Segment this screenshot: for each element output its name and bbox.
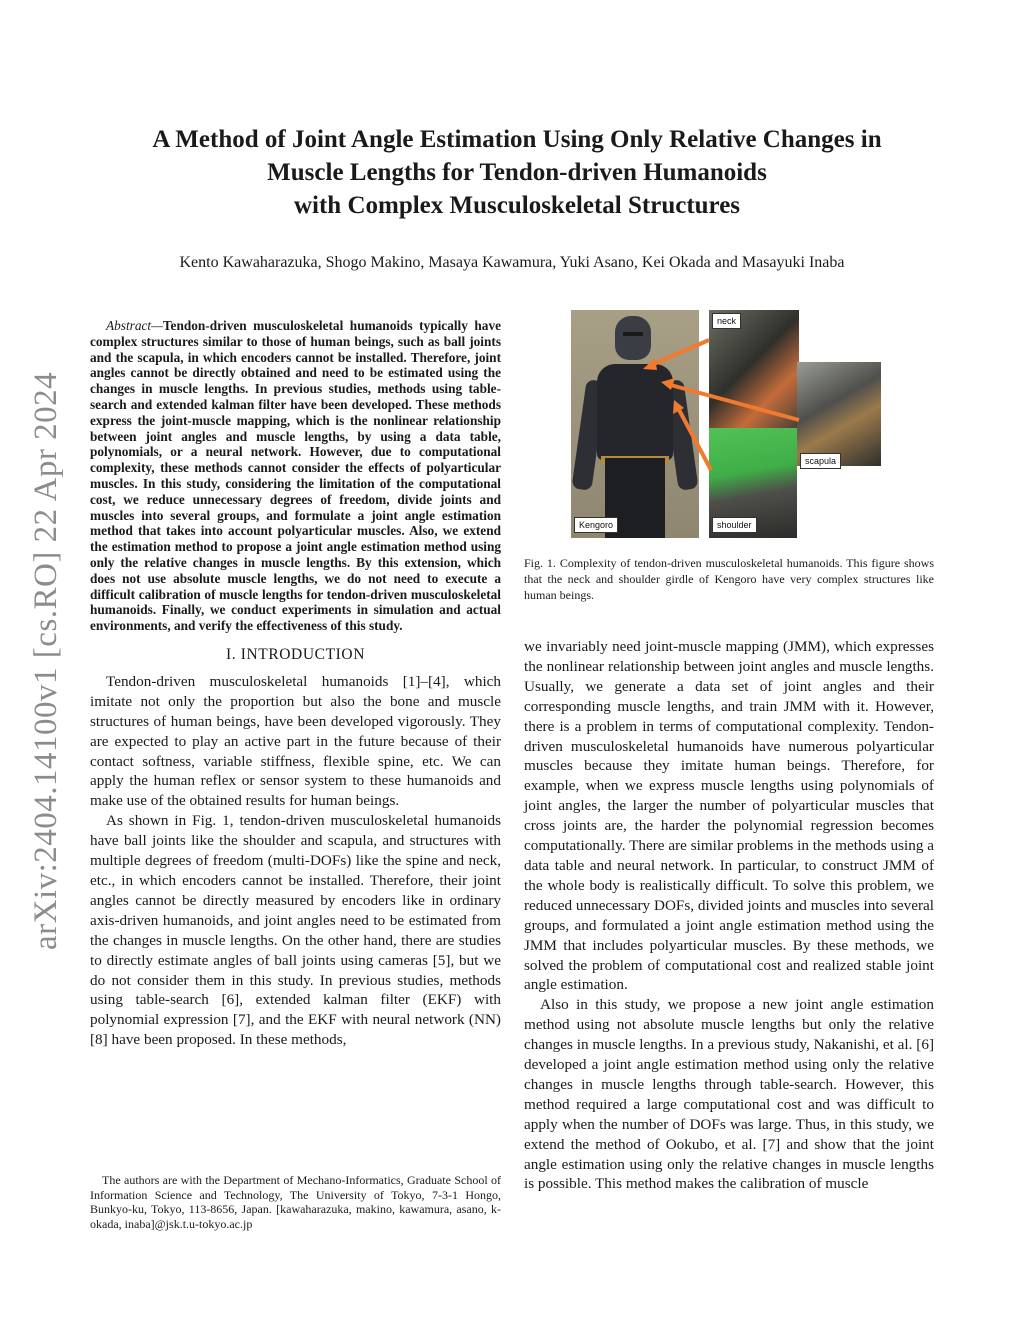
left-column — [90, 318, 501, 1050]
arrow-shoulder — [677, 406, 711, 470]
title-line-1: A Method of Joint Angle Estimation Using Only Relative Changes in — [152, 126, 882, 153]
figure-label-shoulder: shoulder — [712, 517, 757, 533]
abstract-text: Tendon-driven musculoskeletal humanoids typically have complex structures similar to those of human beings, such as ball joints and the scapula, in which encoders cannot be installed. Therefore, joint angles cannot be directly obtained and need to be estimated using the changes in muscle lengths. In previous studies, methods using table-search and extended kalman filter have been developed. These methods express the joint-muscle mapping, which is the nonlinear relationship between joint angles and muscle lengths, by using a data table, polynomials, or a neural network. However, due to computational complexity, these methods cannot consider the effects of polyarticular muscles. In this study, considering the limitation of the computational cost, we reduce unnecessary degrees of freedom, divide joints and muscles into several groups, and formulate a joint angle estimation method that takes into account polyarticular muscles. Also, we extend the estimation method to propose a joint angle estimation method using only the relative changes in muscle lengths. By this extension, which does not use absolute muscle lengths, we do not need to execute a difficult calibration of muscle lengths for tendon-driven musculoskeletal humanoids. Finally, we conduct experiments in simulation and actual environments, and verify the effectiveness of this study. — [90, 318, 501, 634]
section-heading-introduction: I. INTRODUCTION — [225, 645, 365, 663]
figure-1 — [571, 310, 883, 542]
abstract-label: Abstract — [106, 318, 152, 333]
author-list: Kento Kawaharazuka, Shogo Makino, Masaya Kawamura, Yuki Asano, Kei Okada and Masayuki Inaba — [179, 254, 845, 271]
figure-label-neck: neck — [712, 313, 741, 329]
right-column — [524, 637, 934, 1194]
figure-1-caption: Fig. 1. Complexity of tendon-driven musculoskeletal humanoids. This figure shows that the neck and shoulder girdle of Kengoro have very complex structures like human beings. — [524, 556, 934, 602]
arrow-scapula — [667, 384, 799, 420]
arrow-neck-head — [643, 358, 657, 370]
title-line-3: with Complex Musculoskeletal Structures — [293, 192, 741, 219]
intro-paragraph-1: Tendon-driven musculoskeletal humanoids [1]–[4], which imitate not only the proportion but also the bone and muscle structures of human beings, have been developed vigorously. They are expected to play an active part in the future because of their contact softness, variable stiffness, flexible spine, etc. We can apply the human reflex or sensor system to these humanoids and make use of the obtained results for human beings. — [90, 672, 501, 810]
figure-label-kengoro: Kengoro — [574, 517, 618, 533]
arrow-scapula-head — [661, 378, 675, 390]
paper-title — [100, 123, 934, 222]
arxiv-identifier: arXiv:2404.14100v1 [cs.RO] 22 Apr 2024 — [28, 371, 64, 950]
figure-label-scapula: scapula — [800, 453, 841, 469]
author-affiliation-footnote: The authors are with the Department of Mechano-Informatics, Graduate School of Information Science and Technology, The University of Tokyo, 7-3-1 Hongo, Bunkyo-ku, Tokyo, 113-8656, Japan. [kawaharazuka, makino, kawamura, asano, k-okada, inaba]@jsk.t.u-tokyo.ac.jp — [90, 1173, 501, 1231]
right-paragraph-1: we invariably need joint-muscle mapping (JMM), which expresses the nonlinear relationship between joint angles and muscle lengths. Usually, we generate a data set of joint angles and their corresponding muscle lengths, and train JMM with it. However, there is a problem in terms of computational complexity. Tendon-driven musculoskeletal humanoids have numerous polyarticular muscles because they imitate human beings. Therefore, for example, when we express muscle lengths using polynomials of joint angles, the larger the number of polyarticular muscles that cross joints are, the harder the polynomial regression becomes computationally. There are similar problems in the methods using a data table and neural network. In particular, to construct JMM of the whole body is realistically difficult. To solve this problem, we reduced unnecessary DOFs, divided joints and muscles into several groups, and formulated a joint angle estimation method using the JMM that includes polyarticular muscles. By these methods, we solved the problem of computational cost and realized stable joint angle estimation. — [524, 638, 934, 994]
intro-paragraph-2: As shown in Fig. 1, tendon-driven musculoskeletal humanoids have ball joints like the shoulder and scapula, and structures with multiple degrees of freedom (multi-DOFs) like the spine and neck, etc., in which encoders cannot be installed. Therefore, their joint angles cannot be directly measured by encoders like in ordinary axis-driven humanoids, and joint angles need to be estimated from the changes in muscle lengths. On the other hand, there are studies to directly estimate angles of ball joints using cameras [5], but we do not consider them in this study. In previous studies, methods using table-search [6], extended kalman filter (EKF) with polynomial expression [7], and the EKF with neural network (NN) [8] have been proposed. In these methods, — [90, 812, 501, 1049]
title-line-2: Muscle Lengths for Tendon-driven Humanoids — [267, 159, 767, 186]
figure-arrows — [571, 310, 883, 542]
abstract: Abstract—Tendon-driven musculoskeletal humanoids typically have complex structures similar to those of human beings, such as ball joints and the scapula, in which encoders cannot be installed. Therefore, joint angles cannot be directly obtained and need to be estimated using the changes in muscle lengths. In previous studies, methods using table-search and extended kalman filter have been developed. These methods express the joint-muscle mapping, which is the nonlinear relationship between joint angles and muscle lengths, by using a data table, polynomials, or a neural network. However, due to computational complexity, these methods cannot consider the effects of polyarticular muscles. In this study, considering the limitation of the computational cost, we reduce unnecessary degrees of freedom, divide joints and muscles into several groups, and formulate a joint angle estimation method that takes into account polyarticular muscles. Also, we extend the estimation method to propose a joint angle estimation method using only the relative changes in muscle lengths. By this extension, which does not use absolute muscle lengths, we do not need to execute a difficult calibration of muscle lengths for tendon-driven musculoskeletal humanoids. Finally, we conduct experiments in simulation and actual environments, and verify the effectiveness of this study. — [90, 318, 501, 634]
right-paragraph-2: Also in this study, we propose a new joint angle estimation method using not absolute muscle lengths but only the relative changes in muscle lengths. In a previous study, Nakanishi, et al. [6] developed a joint angle estimation method using only the relative changes in muscle lengths through table-search. However, this method required a large computational cost and was difficult to apply when the number of DOFs was large. Thus, in this study, we extend the method of Ookubo, et al. [7] and show that the joint angle estimation using only the relative changes in muscle lengths is possible. This method makes the calibration of muscle — [524, 996, 934, 1193]
arrow-neck — [649, 340, 709, 366]
